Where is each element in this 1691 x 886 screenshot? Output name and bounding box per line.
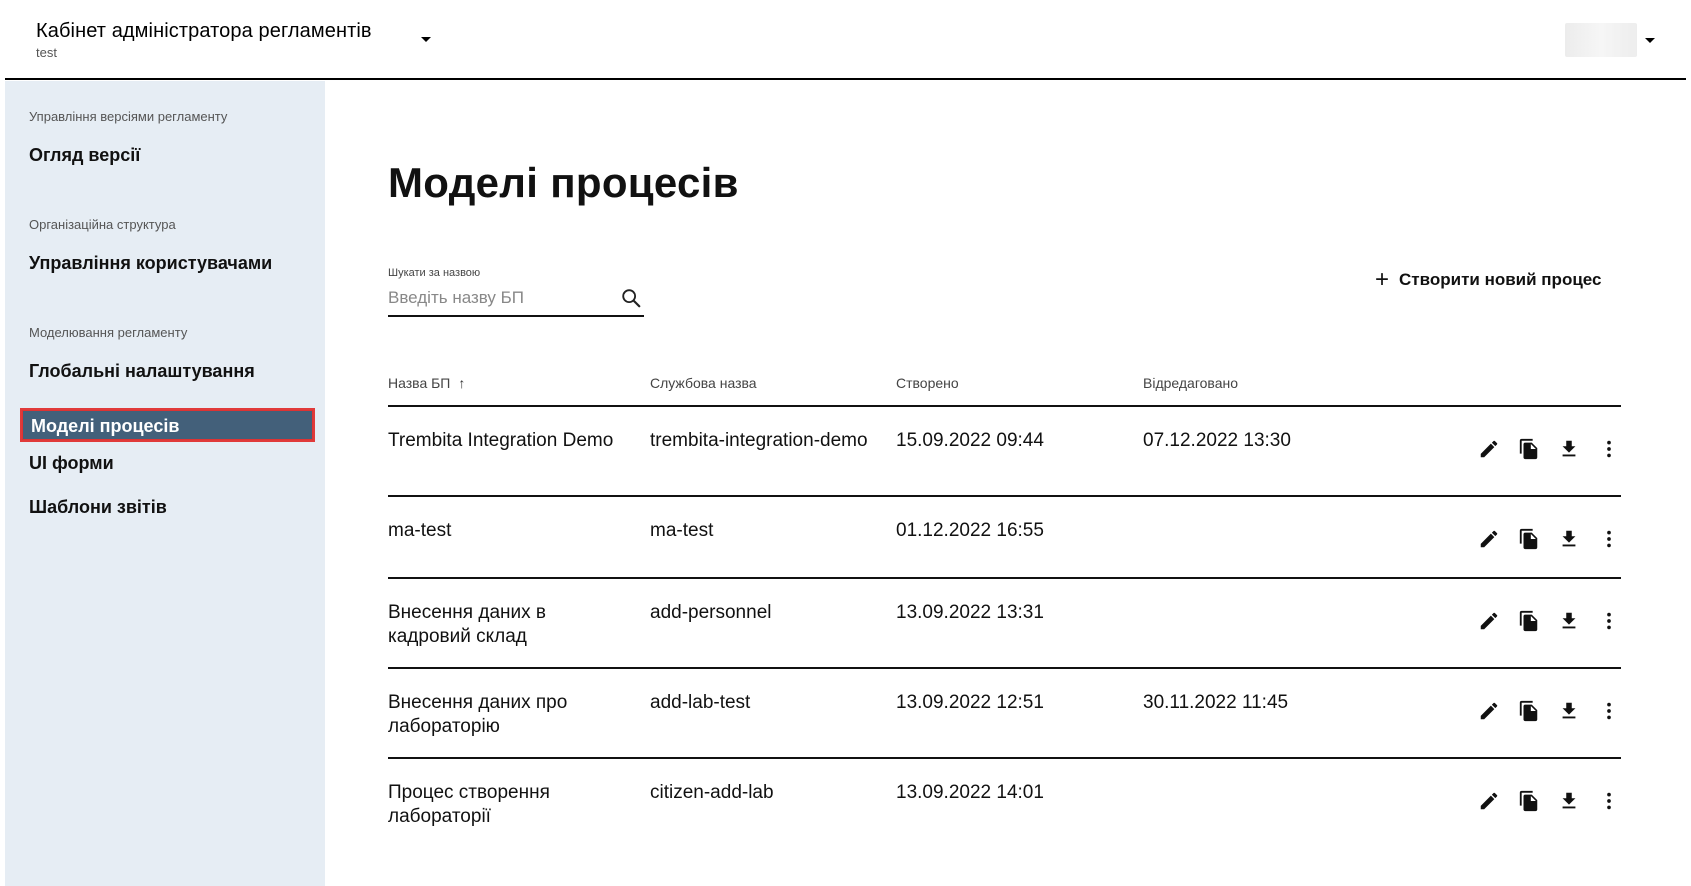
table-header <box>388 365 1621 407</box>
edit-icon[interactable] <box>1477 789 1501 813</box>
column-header-created[interactable]: Створено <box>896 375 959 391</box>
edit-icon[interactable] <box>1477 437 1501 461</box>
more-icon[interactable] <box>1597 789 1621 813</box>
sidebar-item-global-settings[interactable]: Глобальні налаштування <box>29 361 255 381</box>
app-title-wrap[interactable] <box>36 20 372 43</box>
process-service-name: add-personnel <box>650 602 772 623</box>
row-actions <box>1477 527 1621 551</box>
plus-icon: + <box>1375 266 1390 293</box>
process-name[interactable]: Внесення даних про лабораторію <box>388 692 568 737</box>
column-header-label: Назва БП <box>388 375 451 391</box>
sidebar-item-process-models[interactable]: Моделі процесів <box>20 408 315 442</box>
edit-icon[interactable] <box>1477 699 1501 723</box>
download-icon[interactable] <box>1557 789 1581 813</box>
create-process-label: Створити новий процес <box>1399 270 1602 289</box>
process-created: 13.09.2022 13:31 <box>896 602 1044 623</box>
search-label: Шукати за назвою <box>388 267 481 279</box>
top-bar <box>5 1 1686 80</box>
search-input[interactable] <box>388 285 608 311</box>
search-box <box>388 281 644 317</box>
column-header-edited[interactable]: Відредаговано <box>1143 375 1239 391</box>
process-edited: 30.11.2022 11:45 <box>1143 692 1289 713</box>
edit-icon[interactable] <box>1477 609 1501 633</box>
process-service-name: citizen-add-lab <box>650 782 774 803</box>
process-name[interactable]: Внесення даних в кадровий склад <box>388 602 546 647</box>
avatar[interactable] <box>1565 23 1637 57</box>
download-icon[interactable] <box>1557 699 1581 723</box>
sort-arrow-up-icon[interactable]: ↑ <box>458 375 466 391</box>
process-name[interactable]: Trembita Integration Demo <box>388 430 614 451</box>
process-created: 13.09.2022 12:51 <box>896 692 1044 713</box>
process-name[interactable]: ma-test <box>388 520 452 541</box>
table-row[interactable] <box>388 669 1621 759</box>
edit-icon[interactable] <box>1477 527 1501 551</box>
copy-icon[interactable] <box>1517 437 1541 461</box>
process-service-name: ma-test <box>650 520 714 541</box>
table-row[interactable] <box>388 497 1621 579</box>
process-created: 13.09.2022 14:01 <box>896 782 1044 803</box>
copy-icon[interactable] <box>1517 789 1541 813</box>
more-icon[interactable] <box>1597 699 1621 723</box>
more-icon[interactable] <box>1597 527 1621 551</box>
table-row[interactable] <box>388 407 1621 497</box>
table-row[interactable] <box>388 579 1621 669</box>
app-title: Кабінет адміністратора регламентів <box>36 20 372 42</box>
process-created: 15.09.2022 09:44 <box>896 430 1044 451</box>
more-icon[interactable] <box>1597 609 1621 633</box>
row-actions <box>1477 437 1621 461</box>
download-icon[interactable] <box>1557 437 1581 461</box>
process-service-name: trembita-integration-demo <box>650 430 868 451</box>
process-edited: 07.12.2022 13:30 <box>1143 430 1291 451</box>
copy-icon[interactable] <box>1517 699 1541 723</box>
sidebar-item-version-overview[interactable]: Огляд версії <box>29 145 141 165</box>
sidebar <box>5 81 325 886</box>
page-title: Моделі процесів <box>388 159 739 206</box>
process-table <box>388 365 1621 849</box>
copy-icon[interactable] <box>1517 527 1541 551</box>
sidebar-section-label: Організаційна структура <box>29 217 176 232</box>
column-header-service[interactable]: Службова назва <box>650 375 757 391</box>
column-header-name[interactable] <box>388 375 465 391</box>
search-icon[interactable] <box>620 287 642 309</box>
sidebar-item-user-management[interactable]: Управління користувачами <box>29 253 273 273</box>
process-service-name: add-lab-test <box>650 692 751 713</box>
copy-icon[interactable] <box>1517 609 1541 633</box>
table-row[interactable] <box>388 759 1621 849</box>
app-subtitle: test <box>36 45 57 60</box>
sidebar-section-label: Моделювання регламенту <box>29 325 188 340</box>
main-content <box>325 81 1691 886</box>
chevron-down-icon[interactable] <box>421 37 431 42</box>
sidebar-item-ui-forms[interactable]: UI форми <box>29 453 114 473</box>
download-icon[interactable] <box>1557 527 1581 551</box>
row-actions <box>1477 789 1621 813</box>
process-created: 01.12.2022 16:55 <box>896 520 1044 541</box>
sidebar-section-label: Управління версіями регламенту <box>29 109 228 124</box>
user-menu-chevron-icon[interactable] <box>1645 38 1655 43</box>
download-icon[interactable] <box>1557 609 1581 633</box>
more-icon[interactable] <box>1597 437 1621 461</box>
sidebar-item-report-templates[interactable]: Шаблони звітів <box>29 497 167 517</box>
row-actions <box>1477 699 1621 723</box>
process-name[interactable]: Процес створення лабораторії <box>388 782 550 827</box>
row-actions <box>1477 609 1621 633</box>
create-process-button[interactable] <box>1375 268 1601 292</box>
